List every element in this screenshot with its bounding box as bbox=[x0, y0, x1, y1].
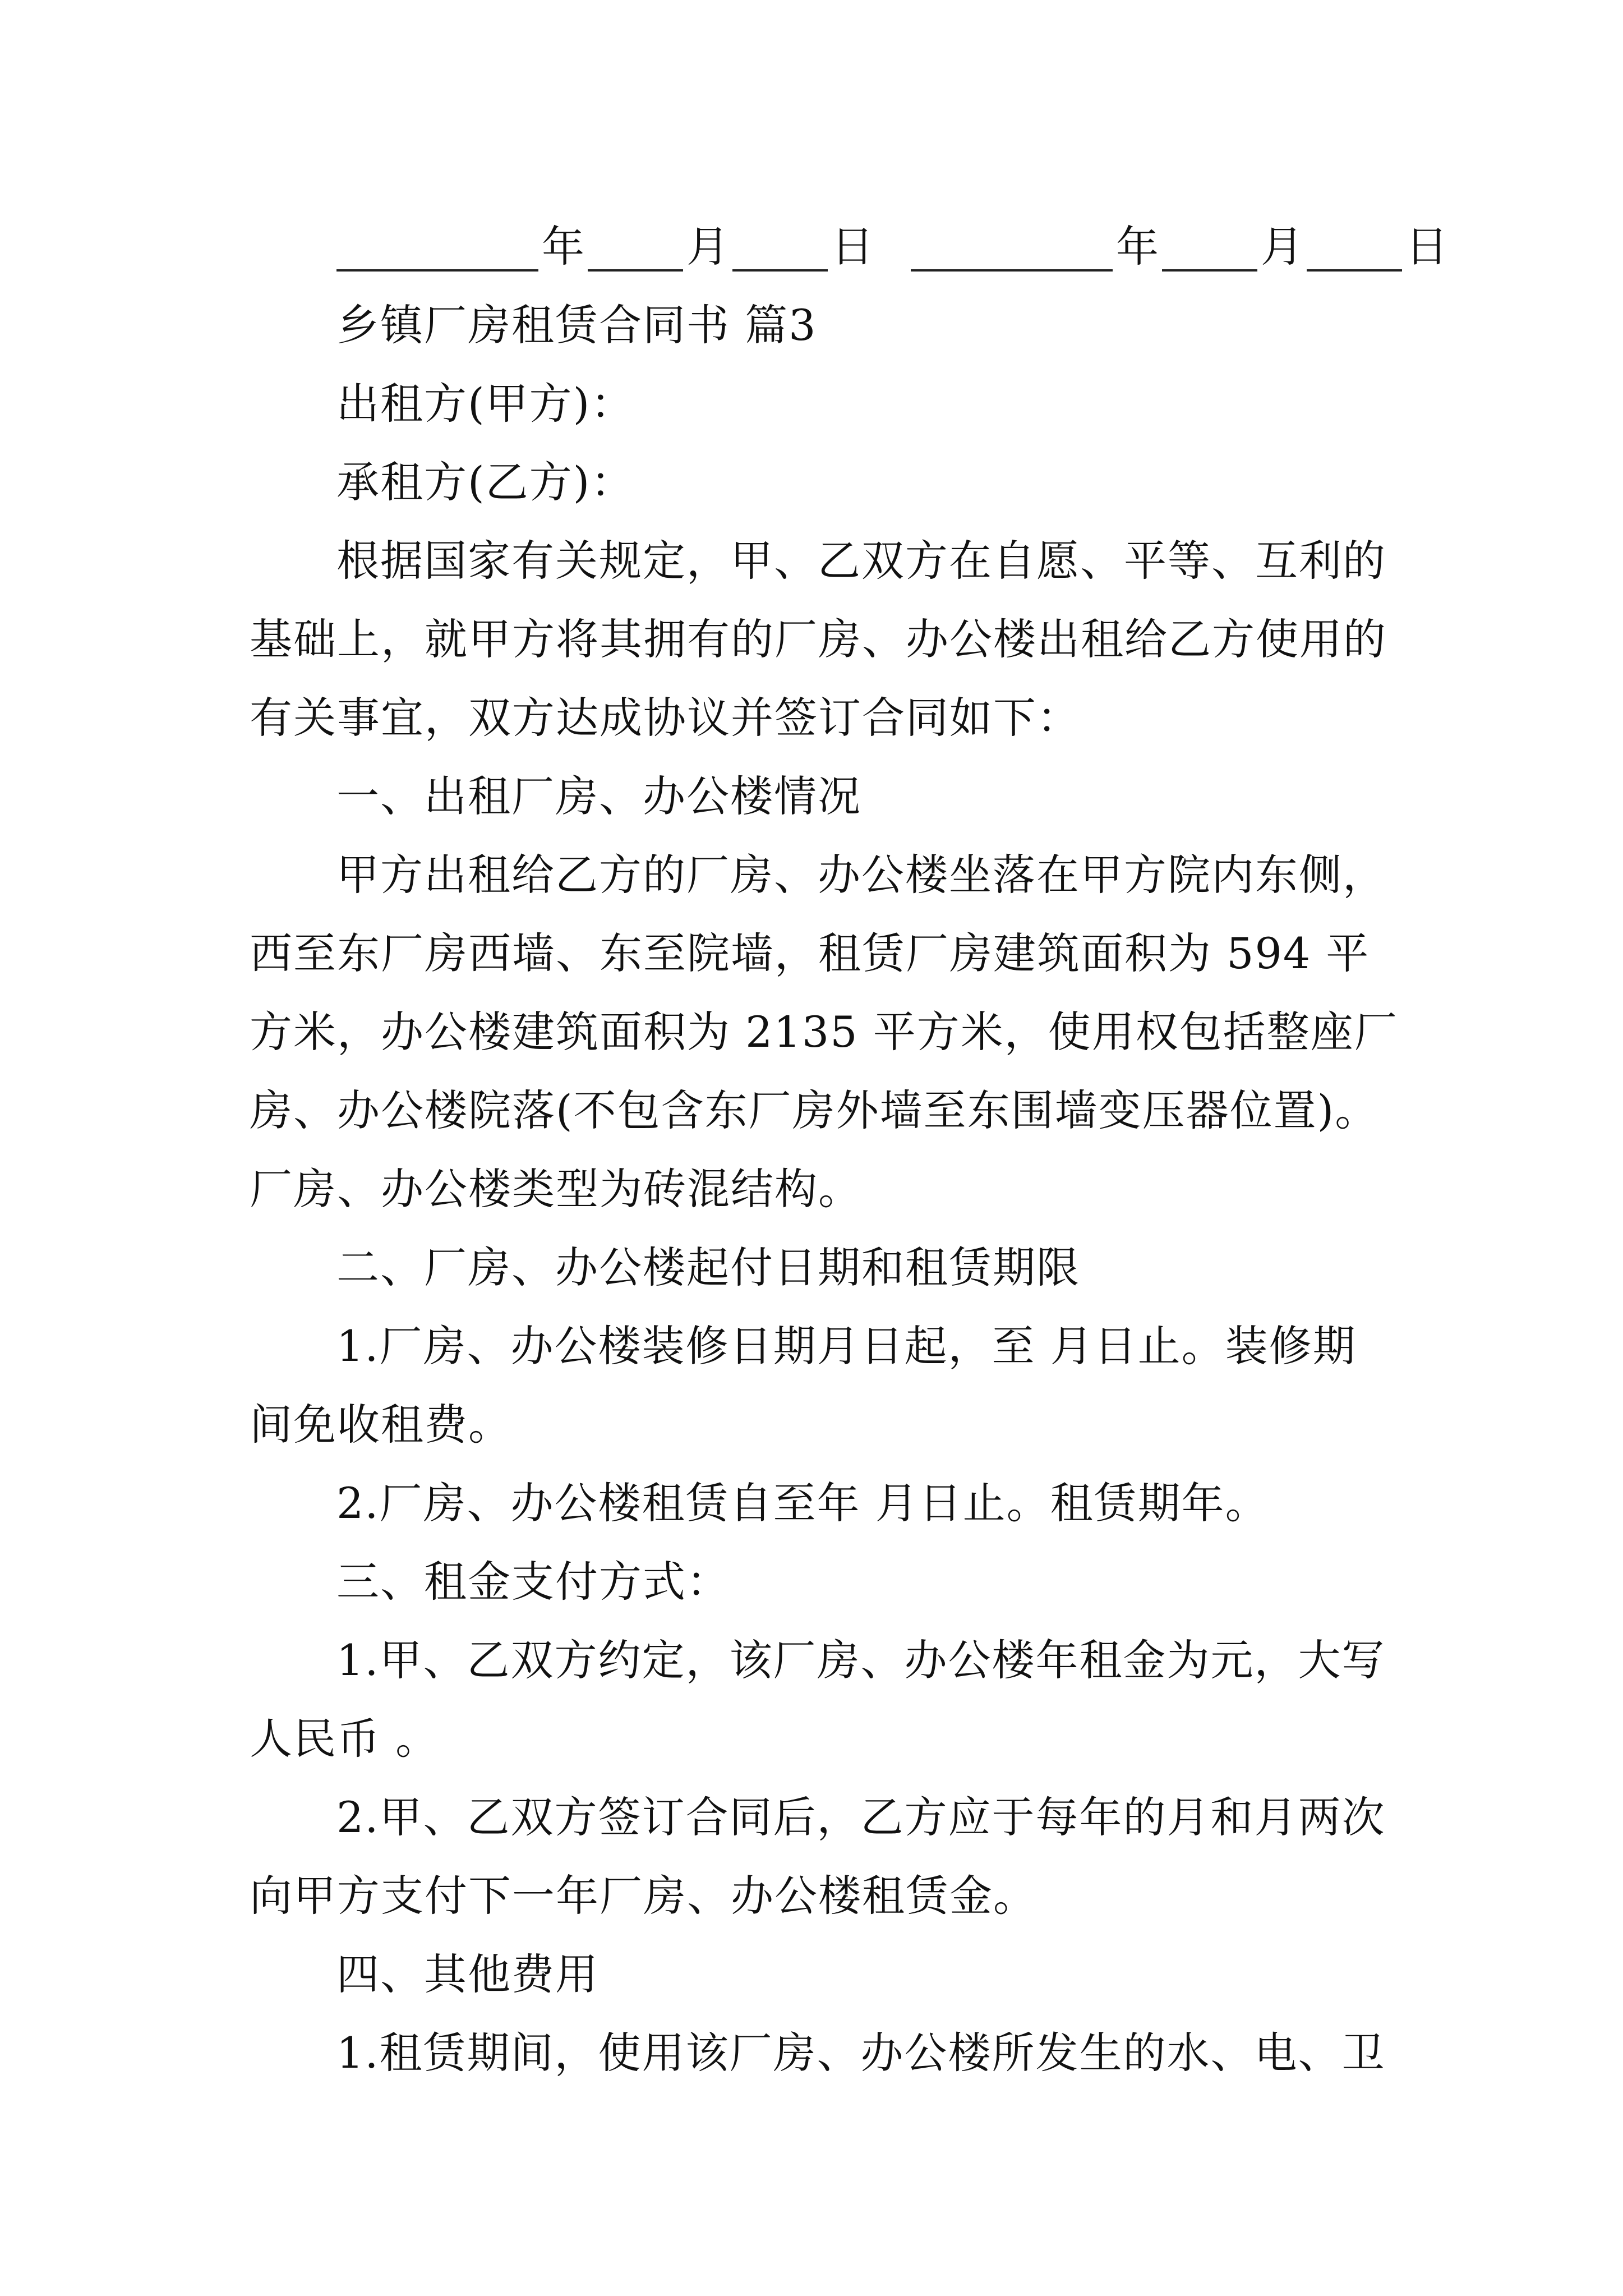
document-title: 乡镇厂房租赁合同书 篇3 bbox=[336, 300, 817, 350]
month-label: 月 bbox=[686, 222, 729, 272]
paragraph-line: 西至东厂房西墙、东至院墙，租赁厂房建筑面积为 594 平 bbox=[250, 928, 1370, 978]
paragraph-line: 厂房、办公楼类型为砖混结构。 bbox=[250, 1164, 862, 1214]
year-blank bbox=[336, 215, 538, 272]
paragraph-line: 方米，办公楼建筑面积为 2135 平方米，使用权包括整座厂 bbox=[250, 1007, 1398, 1057]
year-label: 年 bbox=[1116, 222, 1159, 272]
lessor-label: 出租方(甲方)： bbox=[336, 379, 635, 429]
month-blank bbox=[1162, 215, 1257, 272]
lessee-label: 承租方(乙方)： bbox=[336, 457, 635, 507]
day-blank bbox=[1307, 215, 1402, 272]
signature-date-row bbox=[336, 208, 1451, 286]
paragraph-line: 间免收租费。 bbox=[250, 1400, 512, 1450]
intro-line: 根据国家有关规定，甲、乙双方在自愿、平等、互利的 bbox=[336, 536, 1386, 586]
paragraph-line: 甲方出租给乙方的厂房、办公楼坐落在甲方院内东侧， bbox=[336, 850, 1386, 900]
paragraph-line: 2.厂房、办公楼租赁自至年 月日止。租赁期年。 bbox=[336, 1478, 1269, 1528]
paragraph-line: 房、办公楼院落(不包含东厂房外墙至东围墙变压器位置)。 bbox=[250, 1085, 1379, 1135]
month-blank bbox=[588, 215, 683, 272]
paragraph-line: 1.甲、乙双方约定，该厂房、办公楼年租金为元，大写 bbox=[336, 1635, 1386, 1685]
day-label: 日 bbox=[831, 222, 874, 272]
day-blank bbox=[732, 215, 828, 272]
year-blank bbox=[911, 215, 1113, 272]
section-heading: 四、其他费用 bbox=[336, 1949, 599, 1999]
section-heading: 二、厂房、办公楼起付日期和租赁期限 bbox=[336, 1243, 1080, 1292]
section-heading: 三、租金支付方式： bbox=[336, 1557, 730, 1607]
paragraph-line: 人民币 。 bbox=[250, 1714, 440, 1764]
intro-line: 基础上，就甲方将其拥有的厂房、办公楼出租给乙方使用的 bbox=[250, 614, 1387, 664]
section-heading: 一、出租厂房、办公楼情况 bbox=[336, 771, 861, 821]
year-label: 年 bbox=[542, 222, 584, 272]
paragraph-line: 2.甲、乙双方签订合同后，乙方应于每年的月和月两次 bbox=[336, 1792, 1386, 1842]
intro-line: 有关事宜，双方达成协议并签订合同如下： bbox=[250, 693, 1081, 743]
day-label: 日 bbox=[1405, 222, 1448, 272]
paragraph-line: 向甲方支付下一年厂房、办公楼租赁金。 bbox=[250, 1871, 1037, 1921]
month-label: 月 bbox=[1261, 222, 1303, 272]
paragraph-line: 1.厂房、办公楼装修日期月日起，至 月日止。装修期 bbox=[336, 1321, 1357, 1371]
paragraph-line: 1.租赁期间，使用该厂房、办公楼所发生的水、电、卫 bbox=[336, 2028, 1386, 2078]
